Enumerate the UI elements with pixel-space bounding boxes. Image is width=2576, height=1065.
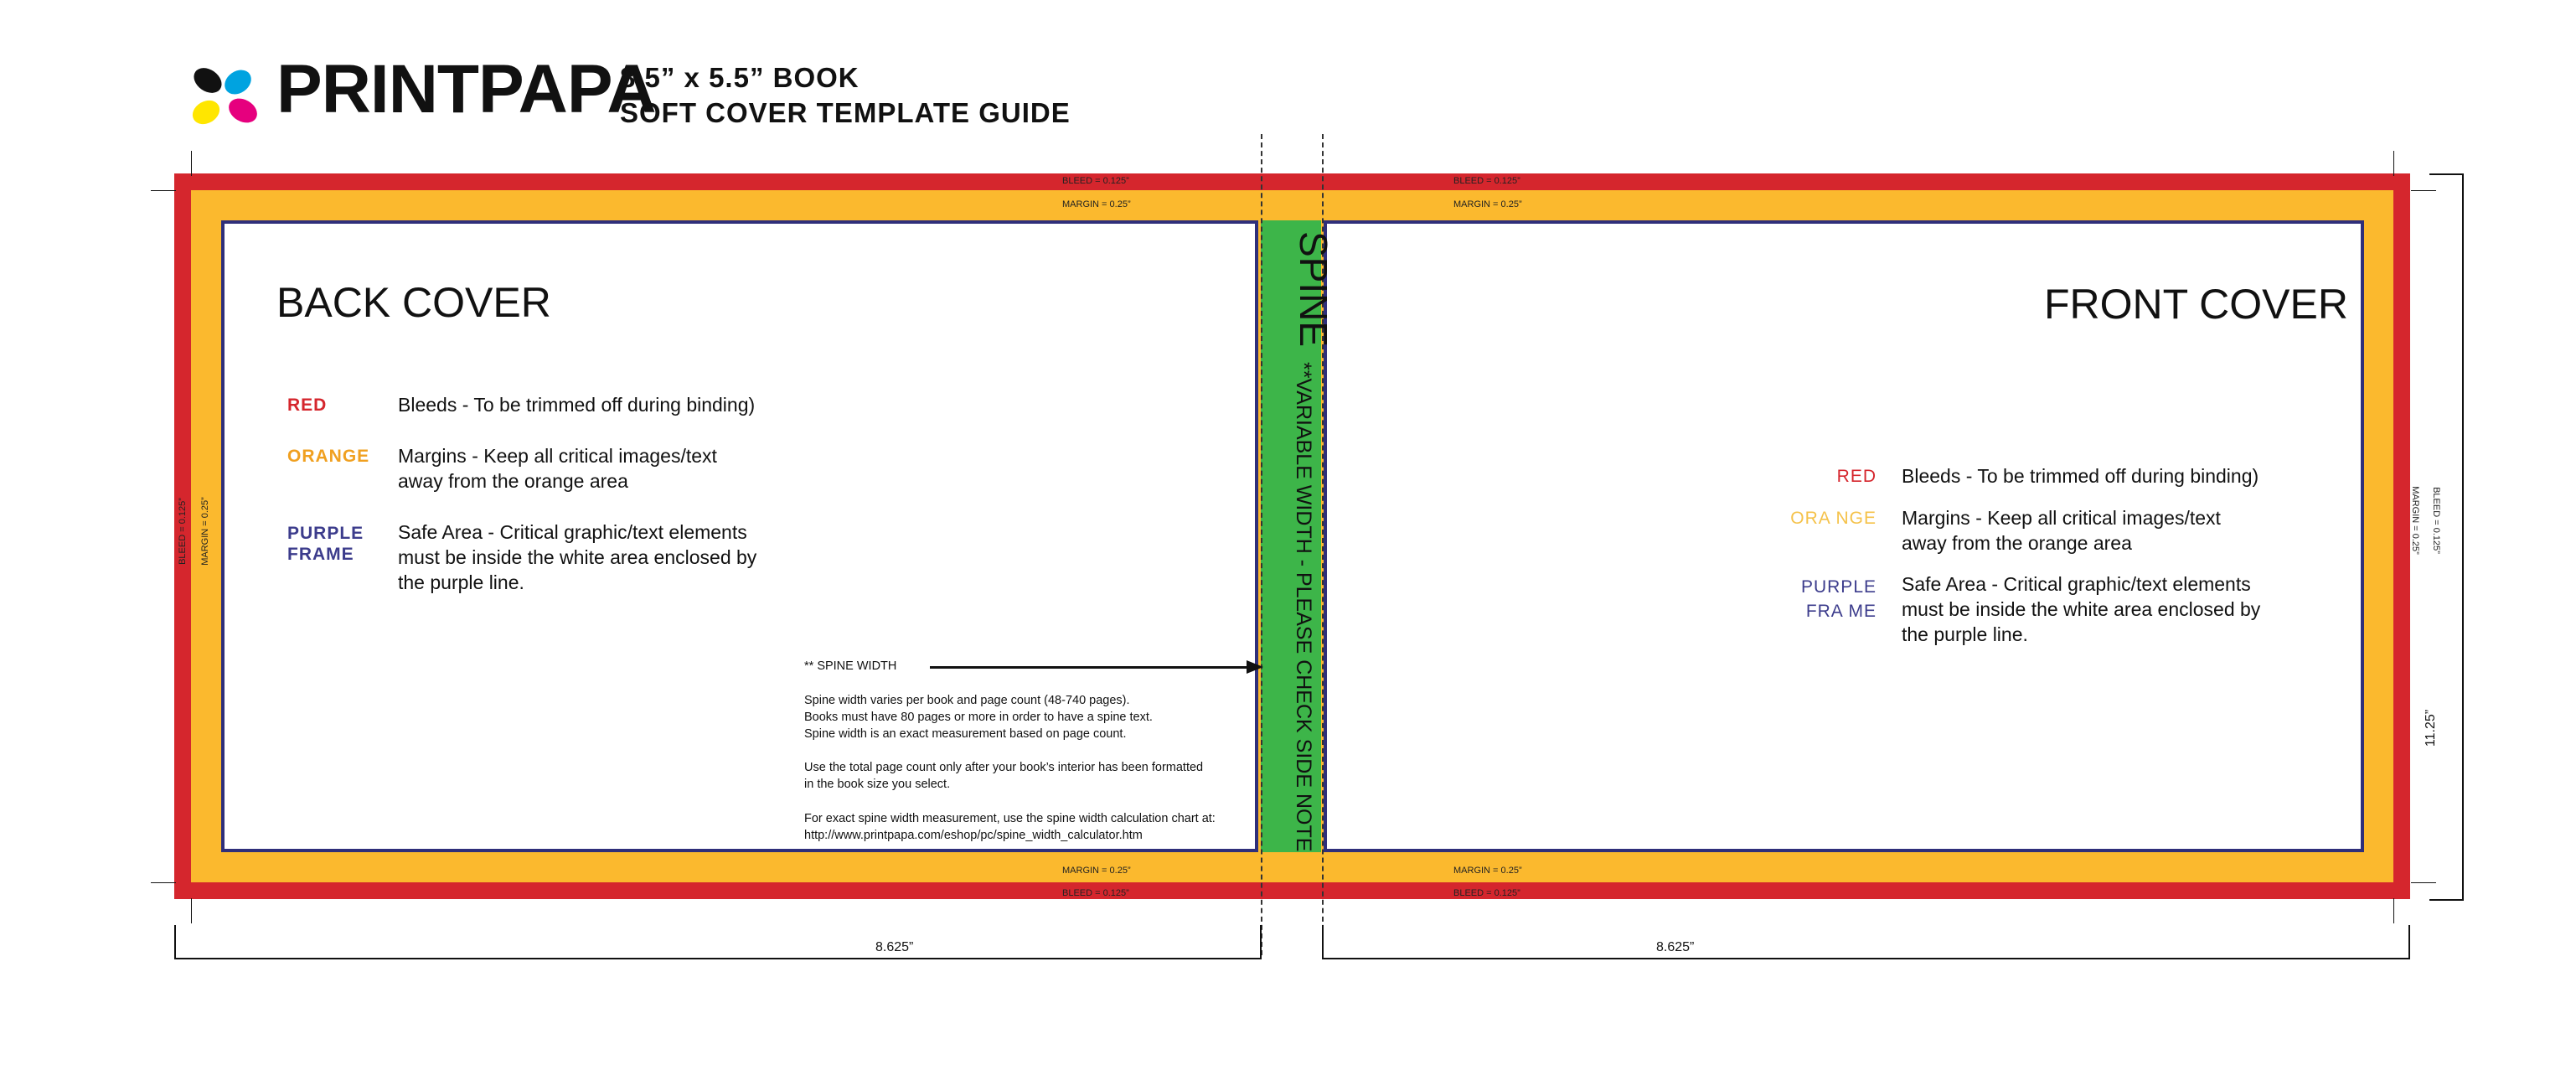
- dimension-tick: [2429, 173, 2463, 175]
- front-width-dimension-line: [1322, 958, 2410, 959]
- back-width-dimension-line: [174, 958, 1262, 959]
- front-legend-red-desc: Bleeds - To be trimmed off during binding): [1902, 465, 2259, 487]
- crop-mark: [191, 151, 192, 176]
- spine-title: SPINE: [1292, 231, 1335, 348]
- bleed-label-top-back: BLEED = 0.125”: [1062, 176, 1129, 186]
- bleed-label-bottom-front: BLEED = 0.125”: [1453, 888, 1520, 898]
- margin-label-right: MARGIN = 0.25”: [2409, 486, 2420, 555]
- margin-label-top-front: MARGIN = 0.25”: [1453, 199, 1522, 209]
- bleed-label-top-front: BLEED = 0.125”: [1453, 176, 1520, 186]
- template-title-line2: SOFT COVER TEMPLATE GUIDE: [620, 97, 1071, 128]
- dimension-tick: [2429, 899, 2463, 901]
- back-legend-orange-label: ORANGE: [287, 447, 370, 466]
- brand-name: PRINTPAPA: [276, 51, 656, 127]
- crop-mark: [151, 190, 176, 191]
- back-legend-purple-label: PURPLE FRAME: [287, 524, 364, 564]
- dimension-tick: [174, 925, 176, 959]
- bleed-label-bottom-back: BLEED = 0.125”: [1062, 888, 1129, 898]
- margin-label-left: MARGIN = 0.25”: [199, 497, 210, 566]
- crop-mark: [191, 898, 192, 923]
- arrow-right-icon: [1247, 659, 1263, 675]
- crop-mark: [2393, 898, 2394, 923]
- front-legend-red-label: RED: [1836, 467, 1877, 486]
- dimension-tick: [1260, 925, 1262, 959]
- front-legend-orange-desc: Margins - Keep all critical images/text away from the orange area: [1902, 507, 2221, 554]
- bleed-label-left: BLEED = 0.125”: [177, 498, 188, 565]
- crop-mark: [2393, 151, 2394, 176]
- back-legend-red-label: RED: [287, 395, 328, 415]
- front-legend-orange-label: ORA NGE: [1790, 509, 1877, 528]
- margin-label-bottom-back: MARGIN = 0.25”: [1062, 866, 1131, 876]
- back-legend-red-desc: Bleeds - To be trimmed off during binding): [398, 394, 756, 416]
- spine-note-paragraph-2: Use the total page count only after your book’s interior has been formatted in the book size you select.: [804, 761, 1204, 791]
- height-label: 11.25”: [2424, 709, 2439, 747]
- crop-mark: [151, 882, 176, 883]
- crop-mark: [2411, 882, 2436, 883]
- dimension-tick: [2408, 925, 2410, 959]
- crop-mark: [2411, 190, 2436, 191]
- template-title-line1: 8.5” x 5.5” BOOK: [620, 62, 860, 93]
- spine-width-heading: ** SPINE WIDTH: [804, 659, 897, 673]
- margin-label-bottom-front: MARGIN = 0.25”: [1453, 866, 1522, 876]
- front-cover-title: FRONT COVER: [2044, 281, 2348, 328]
- dimension-tick: [1322, 925, 1324, 959]
- height-dimension-line: [2462, 173, 2464, 901]
- front-width-label: 8.625”: [1656, 940, 1695, 954]
- spine-note-paragraph-3: For exact spine width measurement, use the spine width calculation chart at: http://www.printpapa.com/eshop/pc/spine_width_calculator.htm: [804, 812, 1216, 842]
- spine-note-arrow-line: [930, 666, 1253, 669]
- spine-guide-left: [1261, 134, 1262, 955]
- bleed-label-right: BLEED = 0.125”: [2430, 487, 2441, 554]
- front-legend-purple-desc: Safe Area - Critical graphic/text elements must be inside the white area enclosed by the purple line.: [1902, 573, 2261, 645]
- margin-label-top-back: MARGIN = 0.25”: [1062, 199, 1131, 209]
- back-cover-title: BACK COVER: [276, 279, 551, 326]
- spine-variable-width-note: **VARIABLE WIDTH - PLEASE CHECK SIDE NOTE: [1292, 362, 1315, 852]
- spine-note-paragraph-1: Spine width varies per book and page count (48-740 pages). Books must have 80 pages or more in order to have a spine text. Spine width is an exact measurement based on page count.: [804, 694, 1153, 741]
- front-legend-purple-label: PURPLE FRA ME: [1800, 577, 1877, 621]
- back-width-label: 8.625”: [875, 940, 914, 954]
- back-legend-purple-desc: Safe Area - Critical graphic/text elements must be inside the white area enclosed by the purple line.: [398, 521, 757, 593]
- printpapa-logo-icon: [176, 62, 285, 129]
- back-legend-orange-desc: Margins - Keep all critical images/text away from the orange area: [398, 445, 717, 492]
